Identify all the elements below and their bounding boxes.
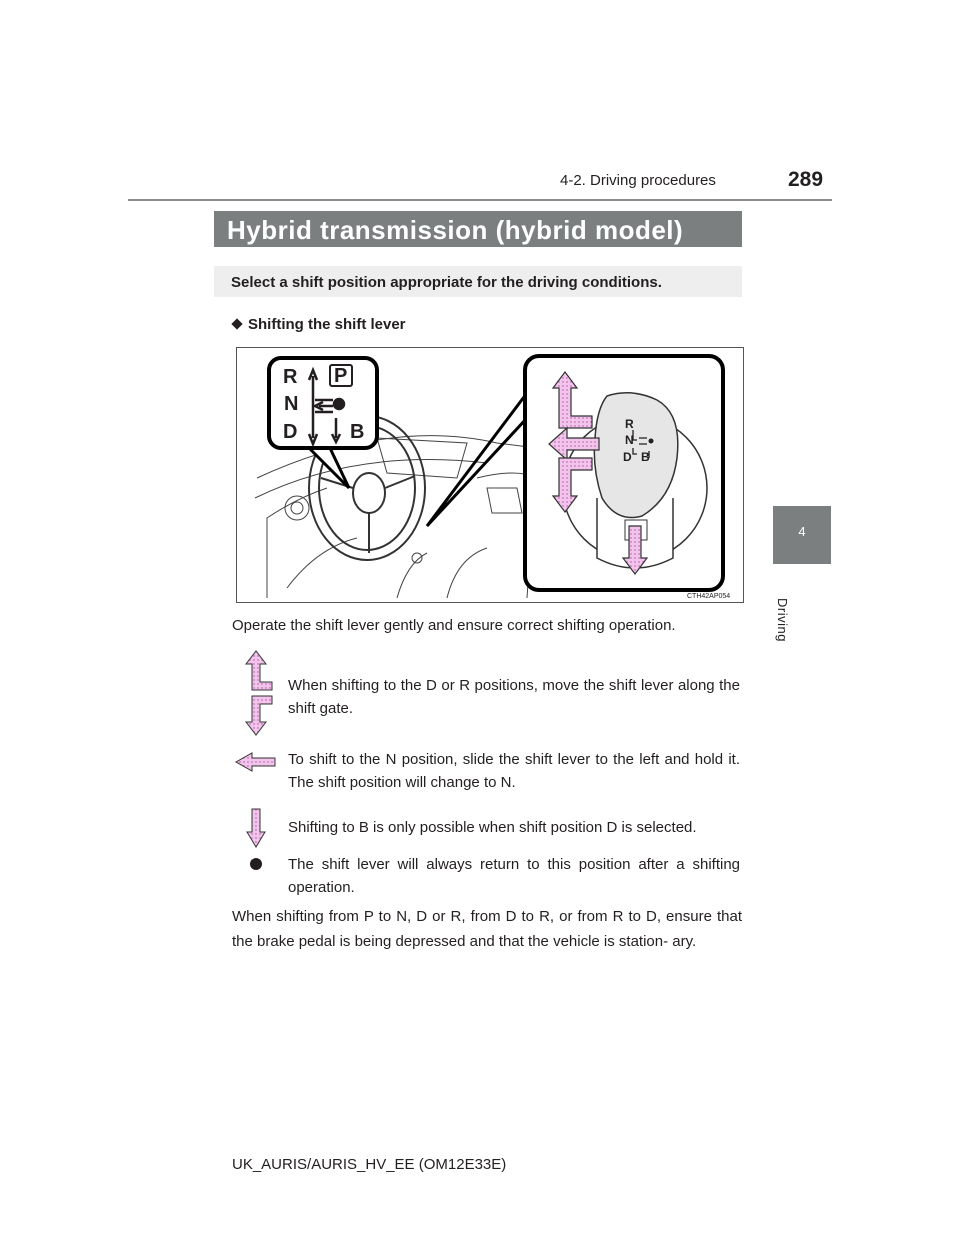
n-arrow-icon (234, 752, 276, 772)
final-text: When shifting from P to N, D or R, from D to R, or from R to D, ensure that the brake pedal is being depressed and that the vehicle is station- ary. (232, 908, 742, 950)
square-bullet-icon (231, 318, 242, 329)
d-r-arrow-icon (240, 650, 276, 736)
gate-letter-r: R (283, 366, 298, 388)
sub-heading (232, 316, 406, 333)
gate-letter-d: D (283, 421, 298, 443)
home-position-dot-icon (250, 858, 262, 870)
desc-n: To shift to the N position, slide the shift lever to the left and hold it. The shift position will change to N. (288, 751, 740, 791)
shift-lever-illustration (237, 348, 743, 602)
knob-letter-d: D (623, 450, 632, 464)
dashboard-drawing (255, 436, 537, 598)
header-rule (128, 199, 832, 201)
chapter-label: Driving (775, 598, 790, 642)
desc-home: The shift lever will always return to this position after a shifting operation. (288, 856, 740, 896)
gate-letter-p: P (334, 365, 348, 387)
desc-b: Shifting to B is only possible when shift position D is selected. (288, 819, 697, 836)
b-arrow-icon (246, 808, 266, 848)
knob-letter-b: B (641, 450, 650, 464)
knob-letter-r: R (625, 417, 634, 431)
page-number: 289 (788, 168, 824, 191)
figure-code: CTH42AP054 (687, 593, 731, 600)
gate-letter-b: B (350, 421, 365, 443)
intro-text: Select a shift position appropriate for the driving conditions. (231, 274, 662, 291)
footer: UK_AURIS/AURIS_HV_EE (OM12E33E) (232, 1156, 507, 1173)
sub-heading-text: Shifting the shift lever (248, 316, 406, 333)
chapter-number: 4 (798, 524, 806, 539)
gate-callout-pointer (307, 446, 349, 488)
section-title: 4-2. Driving procedures (560, 172, 716, 189)
page-title: Hybrid transmission (hybrid model) (227, 215, 684, 245)
operate-text: Operate the shift lever gently and ensure correct shifting operation. (232, 617, 676, 634)
shift-lever-figure (236, 347, 744, 603)
desc-d-r: When shifting to the D or R positions, move the shift lever along the shift gate. (288, 677, 740, 717)
gate-letter-n: N (284, 393, 299, 415)
knob-letter-n: N (625, 433, 634, 447)
